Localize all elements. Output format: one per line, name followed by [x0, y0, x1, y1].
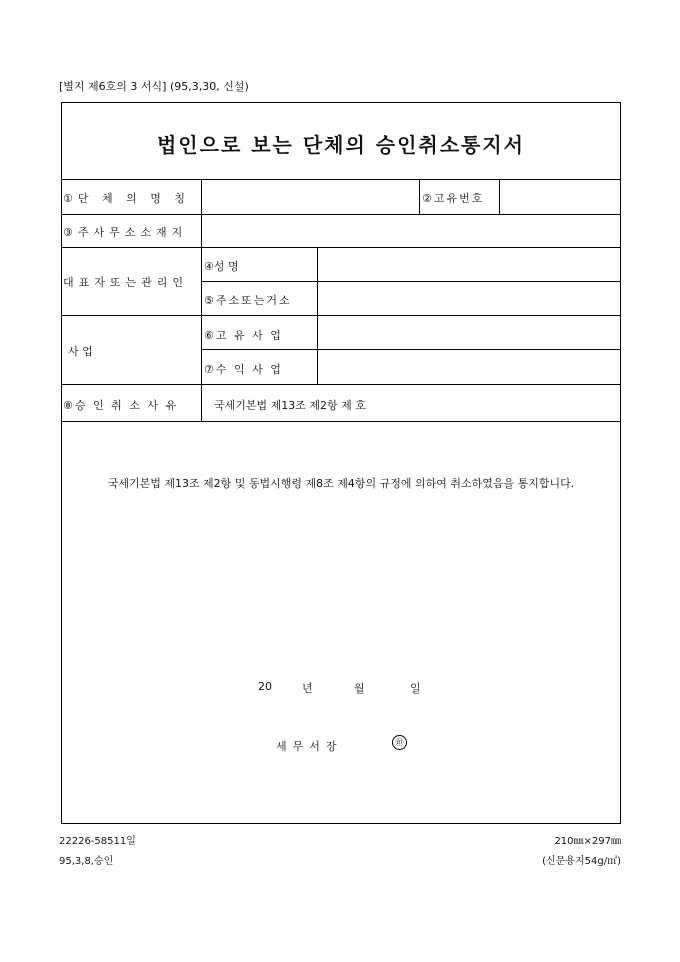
rep-address-label: ⑤주소또는거소: [204, 294, 292, 307]
cancel-reason-field[interactable]: 국세기본법 제13조 제2항 제 호: [214, 399, 366, 412]
row-divider: [62, 315, 620, 316]
row-divider: [62, 421, 620, 422]
date-day-label: 일: [410, 682, 421, 695]
notice-form: [61, 102, 621, 824]
form-code: 22226-58511일: [59, 836, 136, 847]
column-divider: [201, 179, 202, 421]
paper-type: (신문용지54g/㎡): [542, 856, 621, 867]
representative-label: 대표자또는관리인: [63, 276, 189, 289]
column-divider: [499, 179, 500, 214]
paper-size: 210㎜×297㎜: [554, 836, 621, 847]
office-location-label: ③주사무소소재지: [63, 226, 188, 239]
form-title: 법인으로 보는 단체의 승인취소통지서: [156, 133, 525, 157]
column-divider: [419, 179, 420, 214]
row-divider: [62, 214, 620, 215]
profit-business-label: ⑦수 익 사 업: [204, 363, 283, 376]
business-label: 사 업: [68, 345, 93, 358]
cancel-reason-label: ⑧승 인 취 소 사 유: [63, 399, 179, 412]
date-year-prefix: 20: [258, 680, 272, 693]
row-divider: [201, 349, 620, 350]
tax-office-head: 세무서장: [276, 740, 343, 753]
org-name-label: ①단 체 의 명 칭: [63, 192, 190, 205]
approval-date: 95,3,8,승인: [59, 856, 114, 867]
row-divider: [62, 179, 620, 180]
row-divider: [201, 281, 620, 282]
row-divider: [62, 384, 620, 385]
date-year-label: 년: [302, 682, 313, 695]
row-divider: [62, 247, 620, 248]
column-divider: [317, 247, 318, 384]
notice-text: 국세기본법 제13조 제2항 및 동법시행령 제8조 제4항의 규정에 의하여 취소하였음을 통지합니다.: [107, 477, 575, 490]
form-reference: [별지 제6호의 3 서식] (95,3,30, 신설): [59, 80, 249, 93]
date-month-label: 월: [354, 682, 365, 695]
seal-mark: ㊞: [392, 735, 407, 750]
own-business-label: ⑥고 유 사 업: [204, 329, 283, 342]
unique-number-label: ②고유번호: [422, 192, 485, 205]
rep-name-label: ④성 명: [204, 260, 239, 273]
